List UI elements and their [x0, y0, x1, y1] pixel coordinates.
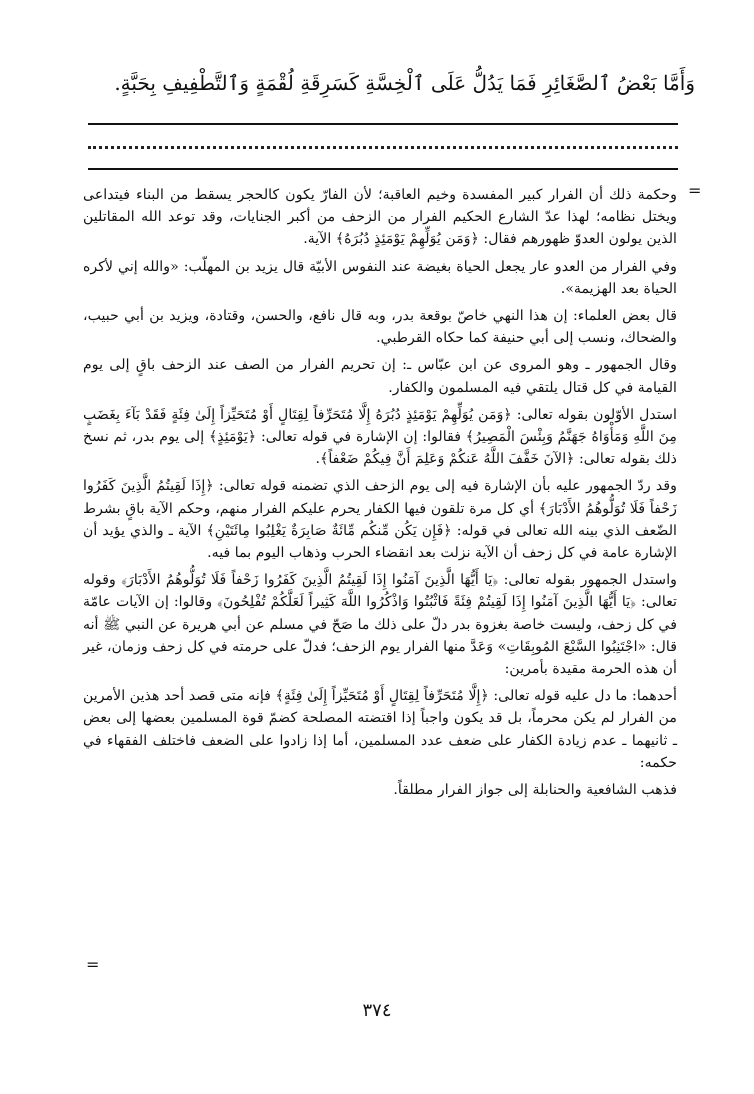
divider-solid: [88, 123, 678, 125]
paragraph-7: واستدل الجمهور بقوله تعالى: ﴿يَا أَيُّهَا الَّذِينَ آمَنُوا إِذَا لَقِيتُمُ الَّذِينَ كَفَرُوا زَحْفاً فَلَا تُوَلُّوهُمُ الأَدْبَارَ﴾ وقوله تعالى: ﴿يَا أَيُّهَا الَّذِينَ آمَنُوا إِذَا لَقِيتُمْ فِئَةً فَاثْبُتُوا وَاذْكُرُوا اللَّهَ كَثِيراً لَعَلَّكُمْ تُفْلِحُونَ﴾ وقالوا: إن الآيات عامّة في كل زحف، وليست خاصة بغزوة بدر دلّ على ذلك ما صَحّ في مسلم عن أبي هريرة عن النبي ﷺ أنه قال: «اجْتَنِبُوا السَّبْعَ المُوبِقَاتِ» وَعَدَّ منها الفرار يوم الزحف؛ فدلّ على حرمته في كل زحف وزمان، غير أن هذه الحرمة مقيدة بأمرين:: [83, 572, 677, 678]
paragraph-9: فذهب الشافعية والحنابلة إلى جواز الفرار مطلقاً.: [393, 782, 677, 799]
commentary-body: [83, 184, 677, 801]
paragraph-1: وحكمة ذلك أن الفرار كبير المفسدة وخيم العاقبة؛ لأن الفارّ يكون كالحجر يسقط من البناء فيتداعى ويختل نظامه؛ لهذا عدّ الشارع الحكيم الفرار من الزحف من أكبر الجنايات، وقد توعد الله المقاتلين الذين يولون العدوّ ظهورهم فقال: ﴿وَمَن يُوَلِّهِمْ يَوْمَئِذٍ دُبُرَهُ﴾ الآية.: [83, 187, 677, 248]
page-number: ٣٧٤: [362, 1000, 392, 1021]
paragraph-3: قال بعض العلماء: إن هذا النهي خاصّ بوقعة بدر، وبه قال نافع، والحسن، وقتادة، ويزيد بن أبي حبيب، والضحاك، ونسب إلى أبي حنيفة كما حكاه القرطبي.: [83, 308, 677, 347]
divider-dotted: [88, 146, 678, 149]
continuation-mark-top: =: [688, 181, 702, 200]
paragraph-2: وفي الفرار من العدو عار يجعل الحياة بغيضة عند النفوس الأبيّة قال يزيد بن المهلّب: «والله إني لأكره الحياة بعد الهزيمة».: [83, 258, 677, 297]
paragraph-8: أحدهما: ما دل عليه قوله تعالى: ﴿إِلَّا مُتَحَرِّفاً لِقِتَالٍ أَوْ مُتَحَيِّزاً إِلَىٰ فِئَةٍ﴾ فإنه متى قصد أحد هذين الأمرين من الفرار لم يكن محرماً، بل قد يكون واجباً إذا اقتضته المصلحة كضمّ قوة المسلمين بعضها إلى بعض ـ ثانيهما ـ عدم زيادة الكفار على ضعف عدد المسلمين، أما إذا زادوا على الضعف فاختلف الفقهاء في حكمه:: [83, 688, 677, 771]
paragraph-6: وقد ردّ الجمهور عليه بأن الإشارة فيه إلى يوم الزحف الذي تضمنه قوله تعالى: ﴿إِذَا لَقِيتُمُ الَّذِينَ كَفَرُوا زَحْفاً فَلَا تُوَلُّوهُمُ الأَدْبَارَ﴾ أي كل مرة تلقون فيها الكفار يحرم عليكم الفرار منهم، وحكم الآية باقٍ بشرط الضّعف الذي بينه الله تعالى في قوله: ﴿فَإِن يَكُن مِّنكُم مِّائَةٌ صَابِرَةٌ يَغْلِبُوا مِائَتَيْنِ﴾ الآية ـ والذي يؤيد أن الإشارة عامة في كل زحف أن الآية نزلت بعد انقضاء الحرب وذهاب اليوم بما فيه.: [83, 478, 677, 562]
paragraph-4: وقال الجمهور ـ وهو المروى عن ابن عبّاس ـ: إن تحريم الفرار من الصف عند الزحف باقٍ إلى يوم القيامة في كل قتال يلتقي فيه المسلمون والكفار.: [83, 357, 677, 396]
continuation-mark-bottom: =: [86, 955, 100, 974]
divider-solid-lower: [88, 168, 678, 170]
paragraph-5: استدل الأوّلون بقوله تعالى: ﴿وَمَن يُوَلِّهِمْ يَوْمَئِذٍ دُبُرَهُ إِلَّا مُتَحَرِّفاً لِقِتَالٍ أَوْ مُتَحَيِّزاً إِلَىٰ فِئَةٍ فَقَدْ بَآءَ بِغَضَبٍ مِنَ اللَّهِ وَمَأْوَاهُ جَهَنَّمُ وَبِئْسَ الْمَصِيرُ﴾ فقالوا: إن الإشارة في قوله تعالى: ﴿يَوْمَئِذٍ﴾ إلى يوم بدر، ثم نسخ ذلك بقوله تعالى: ﴿الآنَ خَفَّفَ اللَّهُ عَنكُمْ وَعَلِمَ أَنَّ فِيكُمْ ضَعْفاً﴾.: [83, 406, 677, 468]
header-verse: وَأَمَّا بَعْضُ ٱلصَّغَائِرِ فَمَا يَدُلُّ عَلَى ٱلْخِسَّةِ كَسَرِقَةِ لُقْمَةٍ وَٱلتَّطْفِيفِ بِحَبَّةٍ.: [114, 71, 695, 95]
